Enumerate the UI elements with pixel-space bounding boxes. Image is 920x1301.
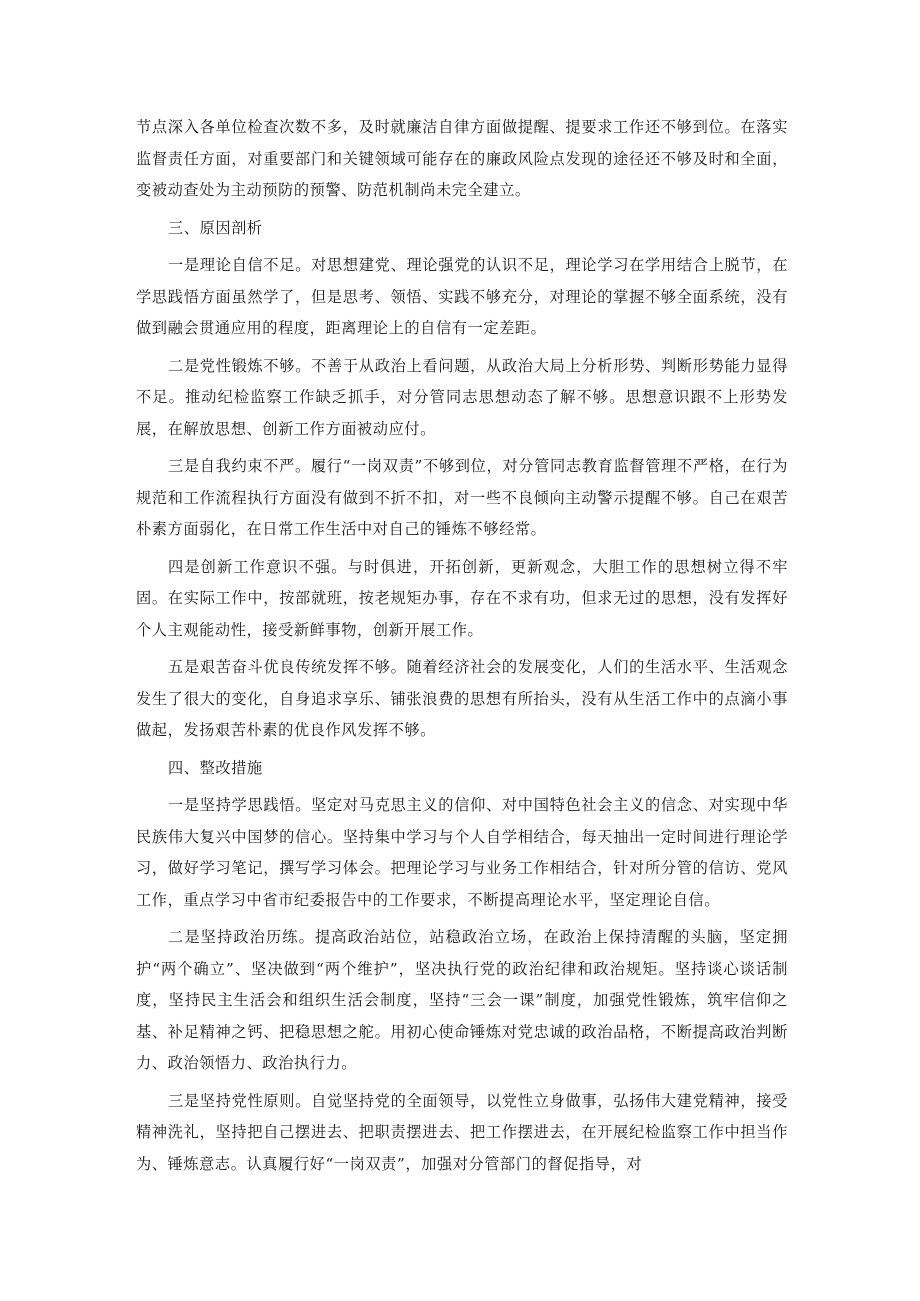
section-heading-cause-analysis: 三、原因剖析 [168,218,263,237]
paragraph-cause-5: 五是艰苦奋斗优良传统发挥不够。随着经济社会的发展变化，人们的生活水平、生活观念发生了很大的变化，自身追求享乐、铺张浪费的思想有所抬头，没有从生活工作中的点滴小事做起，发扬艰苦朴素的优良作风发挥不够。 [136,658,788,739]
document-body [136,112,788,1180]
section-heading-rectification: 四、整改措施 [168,758,263,777]
paragraph-measure-2: 二是坚持政治历练。提高政治站位，站稳政治立场，在政治上保持清醒的头脑，坚定拥护“两个确立”、坚决做到“两个维护”，坚决执行党的政治纪律和政治规矩。坚持谈心谈话制度，坚持民主生活会和组织生活会制度，坚持“三会一课”制度，加强党性锻炼，筑牢信仰之基、补足精神之钙、把稳思想之舵。用初心使命锤炼对党忠诚的政治品格，不断提高政治判断力、政治领悟力、政治执行力。 [136,928,788,1072]
paragraph-measure-3: 三是坚持党性原则。自觉坚持党的全面领导，以党性立身做事，弘扬伟大建党精神，接受精神洗礼，坚持把自己摆进去、把职责摆进去、把工作摆进去，在开展纪检监察工作中担当作为、锤炼意志。认真履行好“一岗双责”，加强对分管部门的督促指导，对 [136,1091,788,1173]
paragraph-measure-1: 一是坚持学思践悟。坚定对马克思主义的信仰、对中国特色社会主义的信念、对实现中华民族伟大复兴中国梦的信心。坚持集中学习与个人自学相结合，每天抽出一定时间进行理论学习，做好学习笔记，撰写学习体会。把理论学习与业务工作相结合，针对所分管的信访、党风工作，重点学习中省市纪委报告中的工作要求，不断提高理论水平，坚定理论自信。 [136,796,788,909]
paragraph-cause-3: 三是自我约束不严。履行“一岗双责”不够到位，对分管同志教育监督管理不严格，在行为规范和工作流程执行方面没有做到不折不扣，对一些不良倾向主动警示提醒不够。自己在艰苦朴素方面弱化，在日常工作生活中对自己的锤炼不够经常。 [136,457,788,538]
paragraph-cause-4: 四是创新工作意识不强。与时俱进，开拓创新，更新观念，大胆工作的思想树立得不牢固。在实际工作中，按部就班，按老规矩办事，存在不求有功，但求无过的思想，没有发挥好个人主观能动性，接受新鲜事物，创新开展工作。 [136,557,788,639]
paragraph-cause-1: 一是理论自信不足。对思想建党、理论强党的认识不足，理论学习在学用结合上脱节，在学思践悟方面虽然学了，但是思考、领悟、实践不够充分，对理论的掌握不够全面系统，没有做到融会贯通应用的程度，距离理论上的自信有一定差距。 [136,256,788,337]
paragraph-cause-2: 二是党性锻炼不够。不善于从政治上看问题，从政治大局上分析形势、判断形势能力显得不足。推动纪检监察工作缺乏抓手，对分管同志思想动态了解不够。思想意识跟不上形势发展，在解放思想、创新工作方面被动应付。 [136,356,788,438]
paragraph-continuation: 节点深入各单位检查次数不多，及时就廉洁自律方面做提醒、提要求工作还不够到位。在落实监督责任方面，对重要部门和关键领域可能存在的廉政风险点发现的途径还不够及时和全面，变被动查处为主动预防的预警、防范机制尚未完全建立。 [136,118,788,199]
